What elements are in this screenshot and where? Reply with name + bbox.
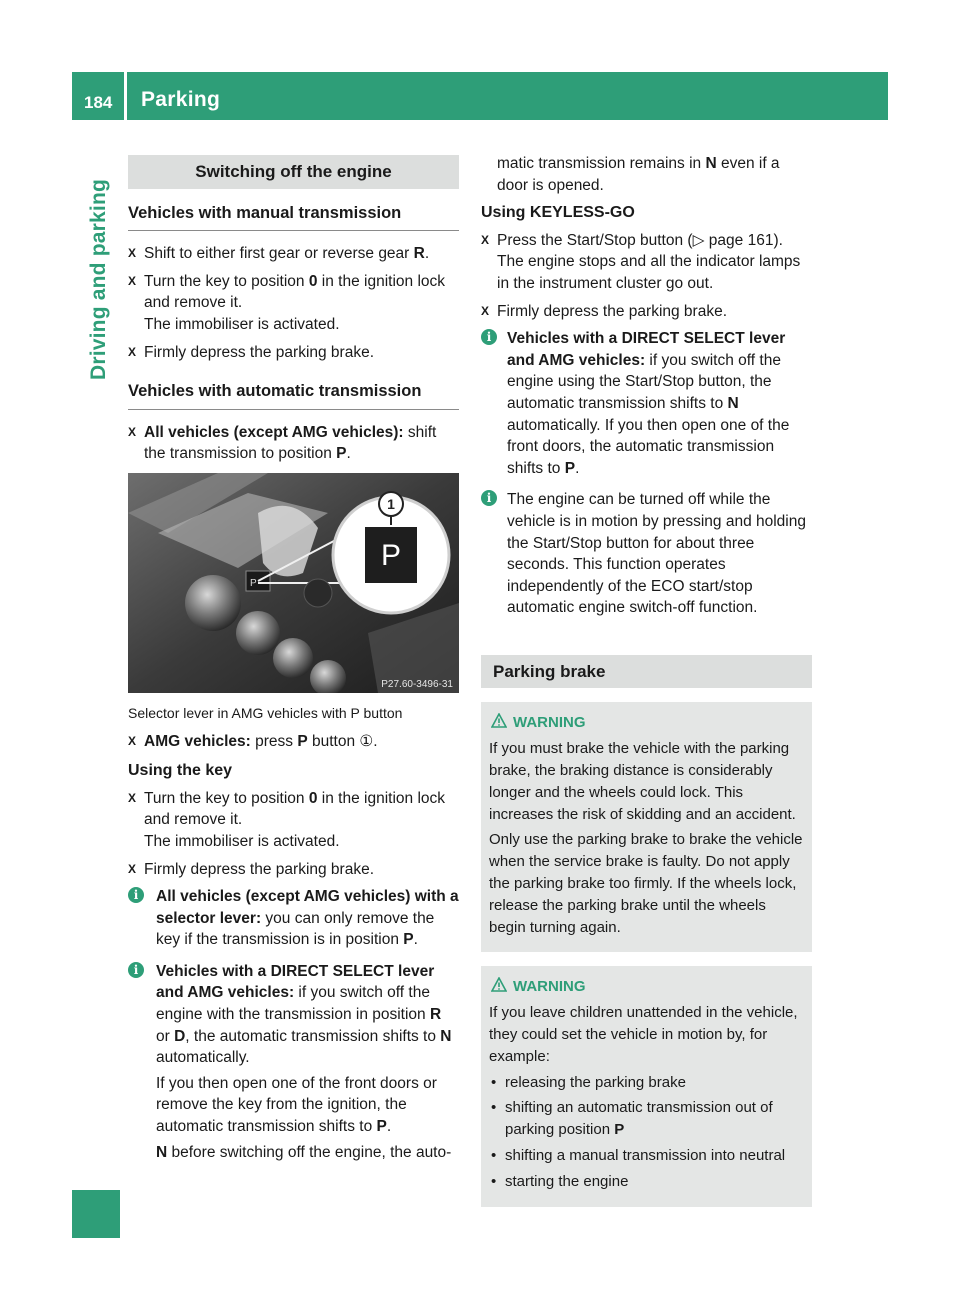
keyless-step bbox=[481, 301, 812, 323]
step-arrow-icon: X bbox=[128, 344, 137, 359]
info-icon: i bbox=[481, 490, 497, 506]
bullet-text: releasing the parking brake bbox=[505, 1073, 686, 1091]
step-arrow-icon: X bbox=[128, 273, 137, 288]
bullet-text: starting the engine bbox=[505, 1172, 629, 1190]
page-title: Parking bbox=[141, 88, 221, 111]
step-arrow-icon: X bbox=[128, 861, 137, 876]
warning-title bbox=[489, 712, 804, 734]
automatic-step-text: shift the transmission to position P. bbox=[144, 423, 437, 463]
info-note bbox=[481, 328, 812, 479]
warning-box bbox=[481, 702, 812, 952]
using-the-key-heading: Using the key bbox=[128, 762, 233, 780]
step-arrow-icon: X bbox=[128, 246, 137, 261]
info-text: The engine can be turned off while the vehicle is in motion by pressing and holding the Start/Stop button for about three seconds. This function operates independently of the ECO start/stop automatic engine switch-off function. bbox=[507, 491, 806, 617]
info-note bbox=[128, 886, 459, 951]
list-item bbox=[489, 1145, 804, 1167]
bullet-text: shifting a manual transmission into neutral bbox=[505, 1147, 786, 1165]
warning-text: If you must brake the vehicle with the parking brake, the braking distance is considerably longer and the wheels could lock. This increases the risk of skidding and an accident. bbox=[489, 740, 796, 823]
info-note bbox=[128, 961, 459, 1163]
svg-text:P: P bbox=[250, 577, 257, 589]
manual-transmission-heading: Vehicles with manual transmission bbox=[128, 203, 459, 232]
info-bold: Vehicles with a DIRECT SELECT lever and AMG vehicles: bbox=[507, 330, 786, 369]
manual-step bbox=[128, 271, 459, 336]
section-title-parking-brake: Parking brake bbox=[481, 655, 812, 689]
left-column bbox=[128, 150, 459, 1173]
keyless-go-heading: Using KEYLESS-GO bbox=[481, 204, 635, 222]
selector-lever-figure bbox=[128, 473, 459, 693]
info-bold: All vehicles (except AMG vehicles) with a selector lever: bbox=[156, 888, 459, 927]
warning-triangle-icon bbox=[491, 977, 507, 999]
manual-step bbox=[128, 243, 459, 265]
key-step bbox=[128, 788, 459, 853]
keyless-step-text: Firmly depress the parking brake. bbox=[497, 302, 728, 320]
info-text: you can only remove the key if the transmission is in position P. bbox=[156, 909, 435, 949]
key-step-text: Turn the key to position 0 in the ignition lock and remove it. bbox=[144, 789, 446, 829]
keyless-step bbox=[481, 230, 812, 295]
figure-code: P27.60-3496-31 bbox=[381, 678, 453, 690]
page-number: 184 bbox=[84, 93, 113, 112]
warning-box bbox=[481, 966, 812, 1206]
figure-caption: Selector lever in AMG vehicles with P button bbox=[128, 704, 403, 721]
info-bold: Vehicles with a DIRECT SELECT lever and AMG vehicles: bbox=[156, 962, 435, 1002]
key-step bbox=[128, 859, 459, 881]
step-arrow-icon: X bbox=[128, 424, 137, 439]
step-arrow-icon: X bbox=[481, 232, 490, 247]
list-item bbox=[489, 1097, 804, 1141]
bullet-icon: • bbox=[491, 1073, 497, 1091]
step-arrow-icon: X bbox=[128, 790, 137, 805]
automatic-transmission-heading: Vehicles with automatic transmission bbox=[128, 381, 459, 410]
chapter-side-tab bbox=[72, 1190, 120, 1238]
bullet-icon: • bbox=[491, 1147, 497, 1165]
selector-lever-illustration bbox=[128, 473, 459, 693]
step-arrow-icon: X bbox=[128, 733, 137, 748]
list-item bbox=[489, 1072, 804, 1094]
warning-text: If you leave children unattended in the vehicle, they could set the vehicle in motion by, for example: bbox=[489, 1004, 798, 1065]
info-icon: i bbox=[481, 329, 497, 345]
automatic-step bbox=[128, 422, 459, 465]
info-icon: i bbox=[128, 962, 144, 978]
list-item bbox=[489, 1171, 804, 1193]
key-step-text: Firmly depress the parking brake. bbox=[144, 860, 375, 878]
info-text: if you switch off the engine with the transmission in position R or D, the automatic transmission shifts to N automatically. bbox=[156, 984, 452, 1067]
bullet-text: shifting an automatic transmission out of parking position P bbox=[505, 1099, 773, 1139]
manual-step-text: Shift to either first gear or reverse gear R. bbox=[144, 245, 430, 263]
warning-text: Only use the parking brake to brake the vehicle when the service brake is faulty. Do not apply the parking brake too firmly. If the wheels lock, release the parking brake until the wheels begin turning again. bbox=[489, 831, 803, 936]
bullet-icon: • bbox=[491, 1172, 497, 1190]
warning-label: WARNING bbox=[513, 978, 586, 996]
step-arrow-icon: X bbox=[481, 303, 490, 318]
warning-triangle-icon bbox=[491, 713, 507, 735]
figure-callout-1: 1 bbox=[387, 495, 395, 512]
header-separator bbox=[124, 72, 127, 120]
figure-p-button-label: P bbox=[380, 538, 402, 572]
manual-step bbox=[128, 342, 459, 364]
right-column bbox=[481, 153, 812, 1221]
bullet-icon: • bbox=[491, 1099, 497, 1117]
continued-text: matic transmission remains in N even if a door is opened. bbox=[497, 155, 780, 194]
info-text: If you then open one of the front doors or remove the key from the ignition, the automatic transmission shifts to P. bbox=[156, 1074, 437, 1136]
amg-step bbox=[128, 731, 459, 753]
info-note bbox=[481, 489, 812, 619]
key-step-result: The immobiliser is activated. bbox=[144, 832, 340, 850]
manual-step-result: The immobiliser is activated. bbox=[144, 315, 340, 333]
info-icon: i bbox=[128, 887, 144, 903]
info-text: if you switch off the engine using the Start/Stop button, the automatic transmission shifts to N automatically. If you then open one of the front doors, the automatic transmission shifts to P. bbox=[507, 351, 790, 477]
keyless-step-text: Press the Start/Stop button (▷ page 161). The engine stops and all the indicator lamps in the instrument cluster go out. bbox=[497, 231, 801, 292]
manual-step-text: Firmly depress the parking brake. bbox=[144, 343, 375, 361]
warning-title bbox=[489, 976, 804, 998]
manual-step-text: Turn the key to position 0 in the ignition lock and remove it. bbox=[144, 272, 446, 312]
amg-step-bold: AMG vehicles: bbox=[144, 732, 251, 750]
amg-step-text: press P button ①. bbox=[250, 732, 378, 750]
chapter-side-label: Driving and parking bbox=[87, 179, 110, 380]
automatic-step-bold: All vehicles (except AMG vehicles): bbox=[144, 423, 404, 441]
section-title-switching-off: Switching off the engine bbox=[128, 155, 459, 189]
info-text: N before switching off the engine, the auto- bbox=[156, 1143, 452, 1161]
warning-label: WARNING bbox=[513, 714, 586, 732]
